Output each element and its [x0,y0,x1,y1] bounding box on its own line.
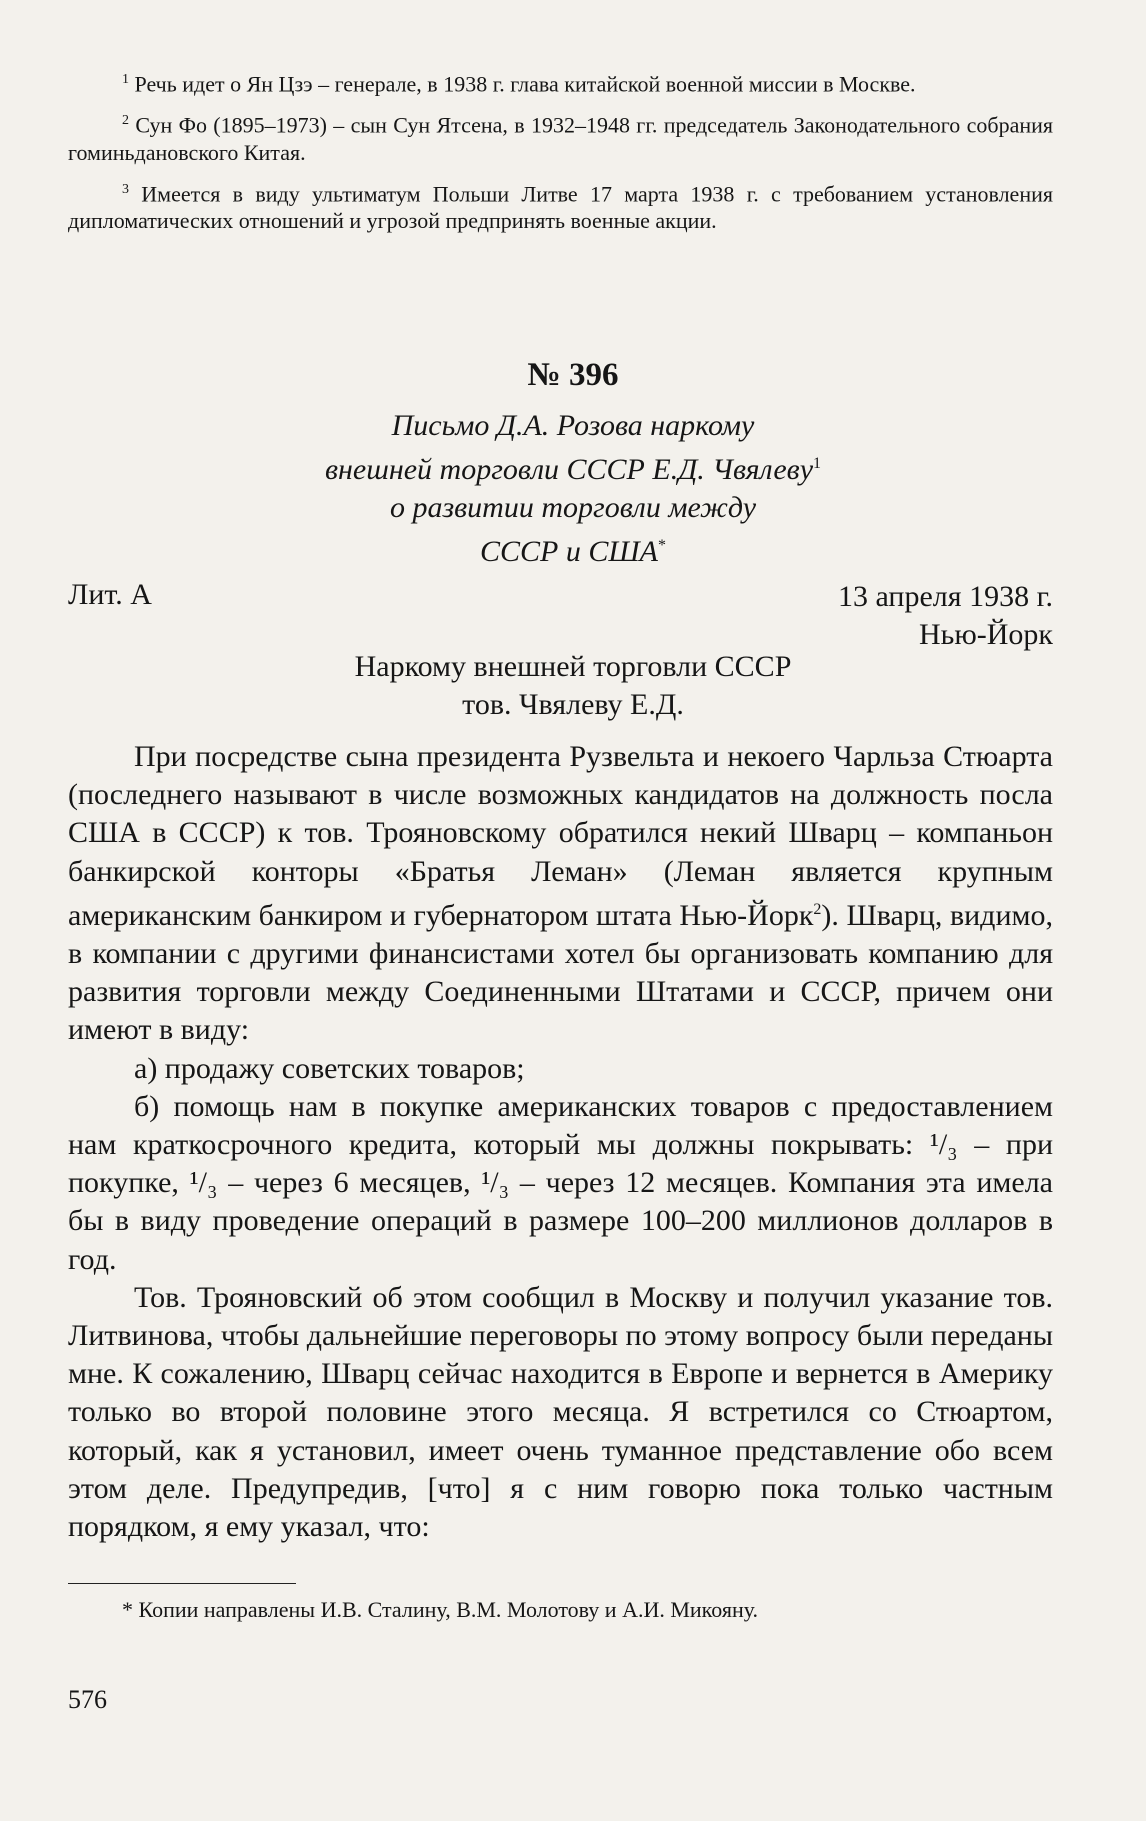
document-place: Нью-Йорк [919,618,1053,651]
title-line: внешней торговли СССР Е.Д. Чвялеву$^1$ [324,453,822,486]
document-number: № 396 [527,357,619,393]
paragraph: а) продажу советских товаров; [134,1051,525,1085]
paragraph: Тов. Трояновский об этом сообщил в Москву и получил указание тов. Литвинова, чтобы дальнейшие переговоры по этому вопросу были переданы мне. К сожалению, Шварц сейчас находится в Европе и вернется в Америку только во второй половине этого месяца. Я встретился со Стюартом, который, как я установил, имеет очень туманное представление обо всем этом деле. Предупредив, [что] я с ним говорю пока только частным порядком, я ему указал, что: [68,1280,1053,1544]
title-line: Письмо Д.А. Розова наркому [391,409,755,442]
classification: Лит. А [68,578,152,611]
addressee-line: тов. Чвялеву Е.Д. [462,688,684,721]
footnote-divider [68,1583,296,1584]
title-line: СССР и США* [480,535,666,568]
footnote-1: $^1$ Речь идет о Ян Цзэ – генерале, в 1938 г. глава китайской военной миссии в Москве. [122,71,916,97]
top-footnotes [68,66,1053,244]
paragraph: При посредстве сына президента Рузвельта и некоего Чарльза Стюарта (последнего называют в числе возможных кандидатов на должность посла США в СССР) к тов. Трояновскому обратился некий Шварц – компаньон банкирской конторы «Братья Леман» (Леман является крупным американским банкиром и губернатором штата Нью-Йорк$^2$). Шварц, видимо, в компании с другими финансистами хотел бы организовать компанию для развития торговли между Соединенными Штатами и СССР, причем они имеют в виду: [68,740,1053,1047]
date-place [838,578,1053,654]
footnote-2: $^2$ Сун Фо (1895–1973) – сын Сун Ятсена, в 1932–1948 гг. председатель Законодательного собрания гоминьдановского Китая. [68,112,1054,165]
addressee [0,648,1146,724]
document-date: 13 апреля 1938 г. [838,580,1053,613]
letter-body [68,738,1053,1546]
addressee-line: Наркому внешней торговли СССР [354,650,792,683]
footnote-3: $^3$ Имеется в виду ультиматум Польши Литве 17 марта 1938 г. с требованием установления дипломатических отношений и угрозой предпринять военные акции. [68,180,1053,233]
paragraph: б) помощь нам в покупке американских товаров с предоставлением нам краткосрочного кредита, который мы должны покрывать: ¹/₃ – при покупке, ¹/₃ – через 6 месяцев, ¹/₃ – через 12 месяцев. Компания эта имела бы в виду проведение операций в размере 100–200 миллионов долларов в год. [68,1089,1053,1276]
document-title [0,407,1146,571]
bottom-footnote: * Копии направлены И.В. Сталину, В.М. Молотову и А.И. Микояну. [122,1597,759,1622]
page-number: 576 [68,1685,107,1714]
title-line: о развитии торговли между [389,491,757,524]
